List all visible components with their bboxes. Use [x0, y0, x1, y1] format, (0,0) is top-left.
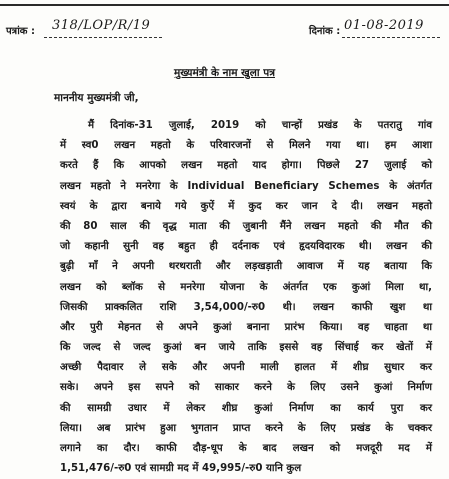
letter-title: मुख्यमंत्री के नाम खुला पत्र	[173, 67, 275, 79]
body-line: लखन महतो ने मनरेगा के Individual Beneficiary Schemes के अंतर्गत	[60, 180, 432, 192]
body-line: लखन को ब्लॉक से मनरेगा योजना के अंतर्गत एक कुआं मिला था,	[60, 281, 432, 293]
body-line: बुढ़ी माँ ने अपनी थरथराती और लड़खड़ाती आवाज में यह बताया कि	[60, 261, 432, 273]
top-rule	[0, 4, 449, 6]
date-label: दिनांक :	[309, 26, 341, 37]
body-line: में स्व0 लखन महतो के परिवारजनों से मिलने गया था। हम आशा	[60, 140, 432, 152]
ref-number-value: 318/LOP/R/19	[52, 18, 151, 33]
body-line: की सामग्री उधार में लेकर शीघ्र कुआं निर्माण का कार्य पुरा कर	[60, 402, 432, 414]
body-line: और पुरी मेहनत से अपने कुआं बनाना प्रारंभ किया। वह चाहता था	[60, 321, 432, 333]
body-line: मैं दिनांक-31 जुलाई, 2019 को चान्हों प्रखंड के पतरातु गांव	[88, 120, 432, 131]
ref-number-underline	[44, 37, 162, 38]
letter-header	[0, 14, 449, 54]
body-line: लिया। अब प्रारंभ हुआ भुगतान प्राप्त करने के लिए प्रखंड के चक्कर	[60, 422, 432, 434]
body-line: अच्छी पैदावार ले सके और अपनी माली हालत में शीघ्र सुधार कर	[60, 362, 432, 374]
body-line: सके। अपने इस सपने को साकार करने के लिए उसने कुआं निर्माण	[60, 382, 432, 394]
date-value: 01-08-2019	[344, 18, 424, 33]
body-line: कि जल्द से जल्द कुआं बन जाये ताकि इससे वह सिंचाई कर खेतों में	[60, 342, 432, 354]
body-line: 1,51,476/-रु0 एवं सामग्री मद में 49,995/-रु0 यानि कुल	[60, 463, 302, 475]
body-line: करते हैं कि आपको लखन महतो याद होगा। पिछले 27 जुलाई को	[60, 160, 432, 172]
letter-body	[60, 116, 432, 479]
body-line: जिसकी प्राक्कलित राशि 3,54,000/-रु0 थी। लखन काफी खुश था	[60, 301, 432, 313]
body-line: की 80 साल की वृद्ध माता की जुबानी मैंने लखन महतो की मौत की	[60, 220, 432, 232]
letter-salutation: माननीय मुख्यमंत्री जी,	[54, 92, 139, 104]
date-underline	[342, 37, 440, 38]
body-line: स्वयं के द्वारा बनाये गये कुऐं में कुद कर जान दे दी। लखन महतो	[60, 200, 432, 212]
body-line: लगाने का दौर। काफी दौड़-धूप के बाद लखन को मजदूरी मद में	[60, 443, 432, 454]
ref-number-label: पत्रांक :	[6, 26, 35, 37]
body-line: जो कहानी सुनी वह बहुत ही दर्दनाक एवं हृदयविदारक थी। लखन की	[60, 241, 432, 253]
